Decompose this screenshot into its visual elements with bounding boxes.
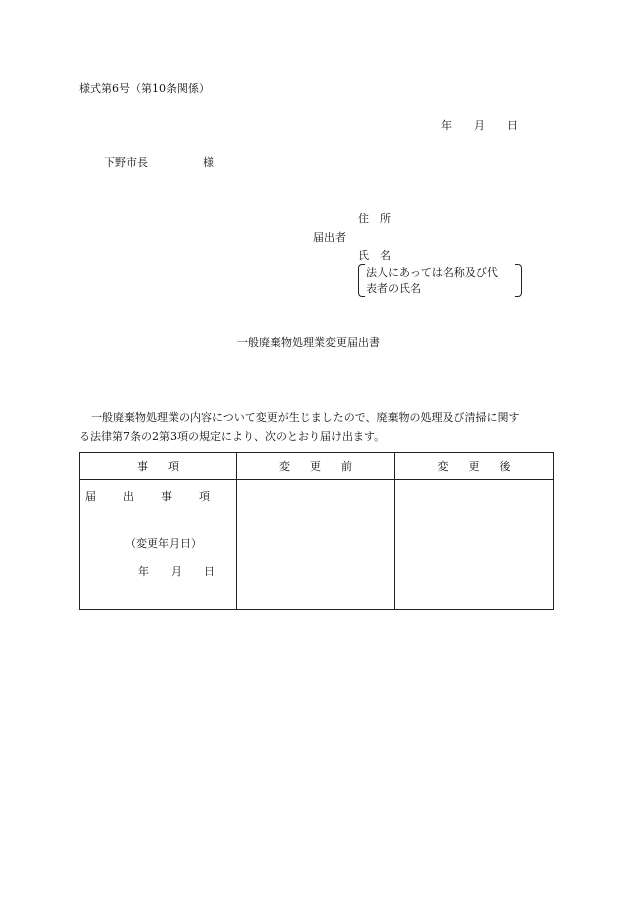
document-title: 一般廃棄物処理業変更届出書	[237, 336, 380, 349]
after-cell[interactable]	[395, 480, 554, 610]
corp-note-line1: 法人にあっては名称及び代	[366, 266, 498, 279]
address-label: 住 所	[358, 212, 391, 225]
addressee: 下野市長 様	[104, 156, 214, 169]
body-line-2: る法律第7条の2第3項の規定により、次のとおり届け出ます。	[79, 430, 386, 443]
submission-date: 年 月 日	[441, 119, 518, 132]
corp-note-line2: 表者の氏名	[366, 282, 421, 295]
header-after: 変更後	[395, 453, 554, 480]
body-line-1: 一般廃棄物処理業の内容について変更が生じましたので、廃棄物の処理及び清掃に関す	[91, 411, 520, 424]
name-label: 氏 名	[358, 249, 391, 262]
item-cell	[80, 480, 237, 610]
item-label: 届出事項	[85, 490, 237, 503]
corp-note-left-bracket	[358, 264, 365, 297]
change-date-label: （変更年月日）	[125, 537, 202, 550]
header-before: 変更前	[237, 453, 395, 480]
corp-note-right-bracket	[515, 264, 522, 297]
change-table	[79, 452, 554, 610]
table-row	[80, 480, 554, 610]
applicant-group-label: 届出者	[313, 231, 346, 244]
table-header-row	[80, 453, 554, 480]
form-number: 様式第6号（第10条関係）	[79, 82, 210, 95]
header-item: 事項	[80, 453, 237, 480]
change-date-value: 年 月 日	[138, 565, 215, 578]
before-cell[interactable]	[237, 480, 395, 610]
